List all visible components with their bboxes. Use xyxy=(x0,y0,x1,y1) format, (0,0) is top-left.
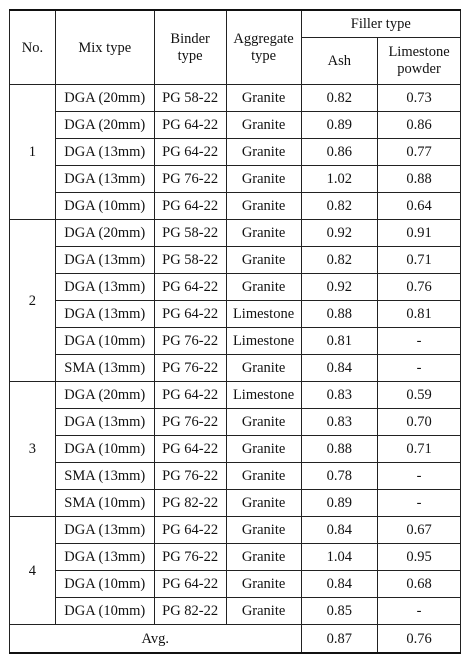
header-mix-type: Mix type xyxy=(55,10,154,85)
limestone-powder-value-cell: - xyxy=(378,598,461,625)
table-row xyxy=(10,328,461,355)
table-row xyxy=(10,247,461,274)
binder-type-cell: PG 64-22 xyxy=(154,301,226,328)
average-ash: 0.87 xyxy=(301,625,378,654)
table-row xyxy=(10,490,461,517)
limestone-powder-value-cell: 0.67 xyxy=(378,517,461,544)
mix-type-cell: DGA (10mm) xyxy=(55,328,154,355)
binder-type-cell: PG 82-22 xyxy=(154,490,226,517)
aggregate-type-cell: Granite xyxy=(226,220,301,247)
ash-value-cell: 0.86 xyxy=(301,139,378,166)
table-row xyxy=(10,544,461,571)
mix-type-cell: DGA (13mm) xyxy=(55,274,154,301)
aggregate-type-cell: Granite xyxy=(226,139,301,166)
ash-value-cell: 0.82 xyxy=(301,247,378,274)
table-row xyxy=(10,355,461,382)
aggregate-type-cell: Granite xyxy=(226,409,301,436)
binder-type-cell: PG 64-22 xyxy=(154,139,226,166)
limestone-powder-value-cell: 0.70 xyxy=(378,409,461,436)
filler-type-table xyxy=(9,9,461,654)
limestone-powder-value-cell: 0.64 xyxy=(378,193,461,220)
mix-type-cell: DGA (13mm) xyxy=(55,517,154,544)
mix-type-cell: DGA (13mm) xyxy=(55,166,154,193)
header-filler-type: Filler type xyxy=(301,10,460,38)
limestone-powder-value-cell: 0.76 xyxy=(378,274,461,301)
average-row xyxy=(10,625,461,654)
aggregate-type-cell: Granite xyxy=(226,274,301,301)
limestone-powder-value-cell: 0.71 xyxy=(378,436,461,463)
limestone-powder-value-cell: 0.73 xyxy=(378,85,461,112)
aggregate-type-cell: Granite xyxy=(226,463,301,490)
header-ash: Ash xyxy=(301,38,378,85)
binder-type-cell: PG 64-22 xyxy=(154,436,226,463)
header-aggregate-type: Aggregate type xyxy=(226,10,301,85)
ash-value-cell: 0.92 xyxy=(301,220,378,247)
mix-type-cell: DGA (10mm) xyxy=(55,193,154,220)
table-row xyxy=(10,166,461,193)
limestone-powder-value-cell: 0.88 xyxy=(378,166,461,193)
table-row xyxy=(10,463,461,490)
aggregate-type-cell: Granite xyxy=(226,193,301,220)
mix-type-cell: DGA (13mm) xyxy=(55,247,154,274)
mix-type-cell: DGA (20mm) xyxy=(55,85,154,112)
ash-value-cell: 0.82 xyxy=(301,193,378,220)
ash-value-cell: 0.89 xyxy=(301,112,378,139)
group-number: 3 xyxy=(10,382,56,517)
ash-value-cell: 0.83 xyxy=(301,409,378,436)
limestone-powder-value-cell: - xyxy=(378,328,461,355)
table-row xyxy=(10,193,461,220)
aggregate-type-cell: Granite xyxy=(226,598,301,625)
ash-value-cell: 0.84 xyxy=(301,571,378,598)
aggregate-type-cell: Granite xyxy=(226,490,301,517)
ash-value-cell: 0.78 xyxy=(301,463,378,490)
binder-type-cell: PG 64-22 xyxy=(154,571,226,598)
limestone-powder-value-cell: 0.91 xyxy=(378,220,461,247)
mix-type-cell: DGA (20mm) xyxy=(55,112,154,139)
mix-type-cell: DGA (13mm) xyxy=(55,301,154,328)
table-row xyxy=(10,436,461,463)
table-row xyxy=(10,220,461,247)
group-number: 4 xyxy=(10,517,56,625)
limestone-powder-value-cell: - xyxy=(378,463,461,490)
aggregate-type-cell: Granite xyxy=(226,436,301,463)
table-header xyxy=(10,10,461,85)
ash-value-cell: 1.02 xyxy=(301,166,378,193)
table-row xyxy=(10,139,461,166)
limestone-powder-value-cell: 0.81 xyxy=(378,301,461,328)
aggregate-type-cell: Limestone xyxy=(226,301,301,328)
mix-type-cell: DGA (10mm) xyxy=(55,436,154,463)
limestone-powder-value-cell: 0.68 xyxy=(378,571,461,598)
ash-value-cell: 1.04 xyxy=(301,544,378,571)
limestone-powder-value-cell: 0.95 xyxy=(378,544,461,571)
ash-value-cell: 0.85 xyxy=(301,598,378,625)
mix-type-cell: DGA (20mm) xyxy=(55,382,154,409)
table-row xyxy=(10,571,461,598)
binder-type-cell: PG 76-22 xyxy=(154,544,226,571)
binder-type-cell: PG 64-22 xyxy=(154,112,226,139)
ash-value-cell: 0.81 xyxy=(301,328,378,355)
aggregate-type-cell: Granite xyxy=(226,355,301,382)
header-no: No. xyxy=(10,10,56,85)
mix-type-cell: SMA (13mm) xyxy=(55,463,154,490)
limestone-powder-value-cell: 0.77 xyxy=(378,139,461,166)
mix-type-cell: DGA (13mm) xyxy=(55,139,154,166)
binder-type-cell: PG 76-22 xyxy=(154,355,226,382)
header-limestone-powder: Limestone powder xyxy=(378,38,461,85)
binder-type-cell: PG 64-22 xyxy=(154,274,226,301)
binder-type-cell: PG 58-22 xyxy=(154,247,226,274)
aggregate-type-cell: Limestone xyxy=(226,328,301,355)
binder-type-cell: PG 64-22 xyxy=(154,382,226,409)
header-binder-type: Binder type xyxy=(154,10,226,85)
mix-type-cell: SMA (13mm) xyxy=(55,355,154,382)
limestone-powder-value-cell: - xyxy=(378,355,461,382)
binder-type-cell: PG 76-22 xyxy=(154,166,226,193)
group-number: 1 xyxy=(10,85,56,220)
mix-type-cell: DGA (13mm) xyxy=(55,544,154,571)
table-row xyxy=(10,382,461,409)
ash-value-cell: 0.88 xyxy=(301,301,378,328)
ash-value-cell: 0.92 xyxy=(301,274,378,301)
aggregate-type-cell: Granite xyxy=(226,247,301,274)
binder-type-cell: PG 82-22 xyxy=(154,598,226,625)
mix-type-cell: DGA (10mm) xyxy=(55,598,154,625)
aggregate-type-cell: Granite xyxy=(226,112,301,139)
table-row xyxy=(10,517,461,544)
aggregate-type-cell: Granite xyxy=(226,166,301,193)
binder-type-cell: PG 76-22 xyxy=(154,409,226,436)
ash-value-cell: 0.84 xyxy=(301,355,378,382)
aggregate-type-cell: Granite xyxy=(226,85,301,112)
binder-type-cell: PG 58-22 xyxy=(154,220,226,247)
table-row xyxy=(10,301,461,328)
limestone-powder-value-cell: - xyxy=(378,490,461,517)
aggregate-type-cell: Granite xyxy=(226,517,301,544)
binder-type-cell: PG 76-22 xyxy=(154,463,226,490)
mix-type-cell: DGA (13mm) xyxy=(55,409,154,436)
ash-value-cell: 0.88 xyxy=(301,436,378,463)
average-label: Avg. xyxy=(10,625,302,654)
ash-value-cell: 0.83 xyxy=(301,382,378,409)
aggregate-type-cell: Limestone xyxy=(226,382,301,409)
binder-type-cell: PG 64-22 xyxy=(154,193,226,220)
binder-type-cell: PG 76-22 xyxy=(154,328,226,355)
table-body xyxy=(10,85,461,625)
ash-value-cell: 0.89 xyxy=(301,490,378,517)
ash-value-cell: 0.82 xyxy=(301,85,378,112)
table-footer xyxy=(10,625,461,654)
table-row xyxy=(10,274,461,301)
table-row xyxy=(10,85,461,112)
limestone-powder-value-cell: 0.71 xyxy=(378,247,461,274)
table-row xyxy=(10,409,461,436)
limestone-powder-value-cell: 0.59 xyxy=(378,382,461,409)
aggregate-type-cell: Granite xyxy=(226,544,301,571)
table-row xyxy=(10,112,461,139)
mix-type-cell: DGA (10mm) xyxy=(55,571,154,598)
limestone-powder-value-cell: 0.86 xyxy=(378,112,461,139)
average-limestone-powder: 0.76 xyxy=(378,625,461,654)
group-number: 2 xyxy=(10,220,56,382)
table-row xyxy=(10,598,461,625)
binder-type-cell: PG 58-22 xyxy=(154,85,226,112)
mix-type-cell: DGA (20mm) xyxy=(55,220,154,247)
binder-type-cell: PG 64-22 xyxy=(154,517,226,544)
ash-value-cell: 0.84 xyxy=(301,517,378,544)
aggregate-type-cell: Granite xyxy=(226,571,301,598)
mix-type-cell: SMA (10mm) xyxy=(55,490,154,517)
